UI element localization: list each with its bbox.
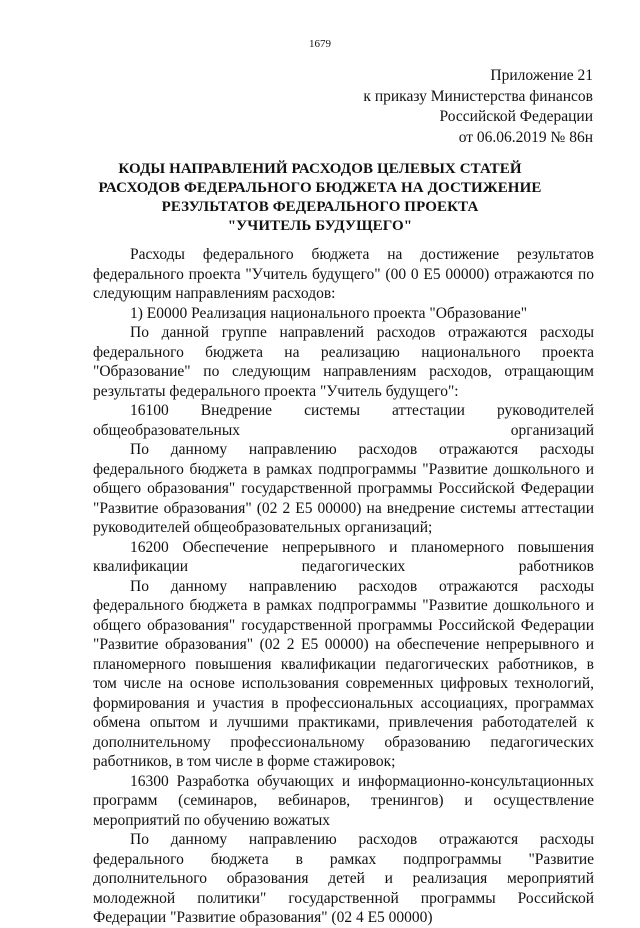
paragraph-intro: Расходы федерального бюджета на достижение результатов федерального проекта "Учитель будущего" (00 0 Е5 00000) отражаются по следующим направлениям расходов:	[93, 246, 594, 302]
paragraph-code-16100: 16100 Внедрение системы аттестации руководителей общеобразовательных организаций	[93, 402, 594, 439]
paragraph-code-16200: 16200 Обеспечение непрерывного и планомерного повышения квалификации педагогических работников	[93, 538, 594, 575]
paragraph-group-description: По данной группе направлений расходов отражаются расходы федерального бюджета на реализацию национального проекта "Образование" по следующим направлениям расходов, отращающим результаты федерального проекта "Учитель будущего":	[93, 324, 594, 400]
paragraph-code-16300: 16300 Разработка обучающих и информационно-консультационных программ (семинаров, вебинаров, тренингов) и осуществление мероприятий по обучению вожатых	[93, 772, 594, 829]
document-body	[93, 245, 594, 928]
title-line-3: РЕЗУЛЬТАТОВ ФЕДЕРАЛЬНОГО ПРОЕКТА	[161, 199, 479, 215]
appendix-line-4: от 06.06.2019 № 86н	[458, 128, 593, 146]
page-number: 1679	[309, 38, 331, 50]
appendix-block	[363, 66, 593, 148]
appendix-line-1: Приложение 21	[490, 67, 593, 84]
paragraph-section-heading: 1) Е0000 Реализация национального проекта "Образование"	[130, 304, 528, 322]
title-line-1: КОДЫ НАПРАВЛЕНИЙ РАСХОДОВ ЦЕЛЕВЫХ СТАТЕЙ	[118, 161, 522, 177]
title-line-4: "УЧИТЕЛЬ БУДУЩЕГО"	[227, 218, 413, 234]
paragraph-16300-description: По данному направлению расходов отражаются расходы федерального бюджета в рамках подпрограммы "Развитие дополнительного образования детей и реализация мероприятий молодежной политики" государственной программы Российской Федерации "Развитие образования" (02 4 Е5 00000)	[93, 831, 594, 926]
paragraph-16100-description: По данному направлению расходов отражаются расходы федерального бюджета в рамках подпрограммы "Развитие дошкольного и общего образования" государственной программы Российской Федерации "Развитие образования" (02 2 Е5 00000) на внедрение системы аттестации руководителей общеобразовательных организаций;	[93, 441, 594, 536]
appendix-line-3: Российской Федерации	[439, 108, 593, 125]
appendix-line-2: к приказу Министерства финансов	[363, 87, 593, 105]
title-line-2: РАСХОДОВ ФЕДЕРАЛЬНОГО БЮДЖЕТА НА ДОСТИЖЕНИЕ	[98, 180, 542, 196]
document-title	[90, 160, 550, 236]
paragraph-16200-description: По данному направлению расходов отражаются расходы федерального бюджета в рамках подпрограммы "Развитие дошкольного и общего образования" государственной программы Российской Федерации "Развитие образования" (02 2 Е5 00000) на обеспечение непрерывного и планомерного повышения квалификации педагогических работников, в том числе на основе использования современных цифровых технологий, формирования и участия в профессиональных ассоциациях, программах обмена опытом и лучшими практиками, привлечения работодателей к дополнительному профессиональному образованию педагогических работников, в том числе в форме стажировок;	[93, 577, 594, 770]
